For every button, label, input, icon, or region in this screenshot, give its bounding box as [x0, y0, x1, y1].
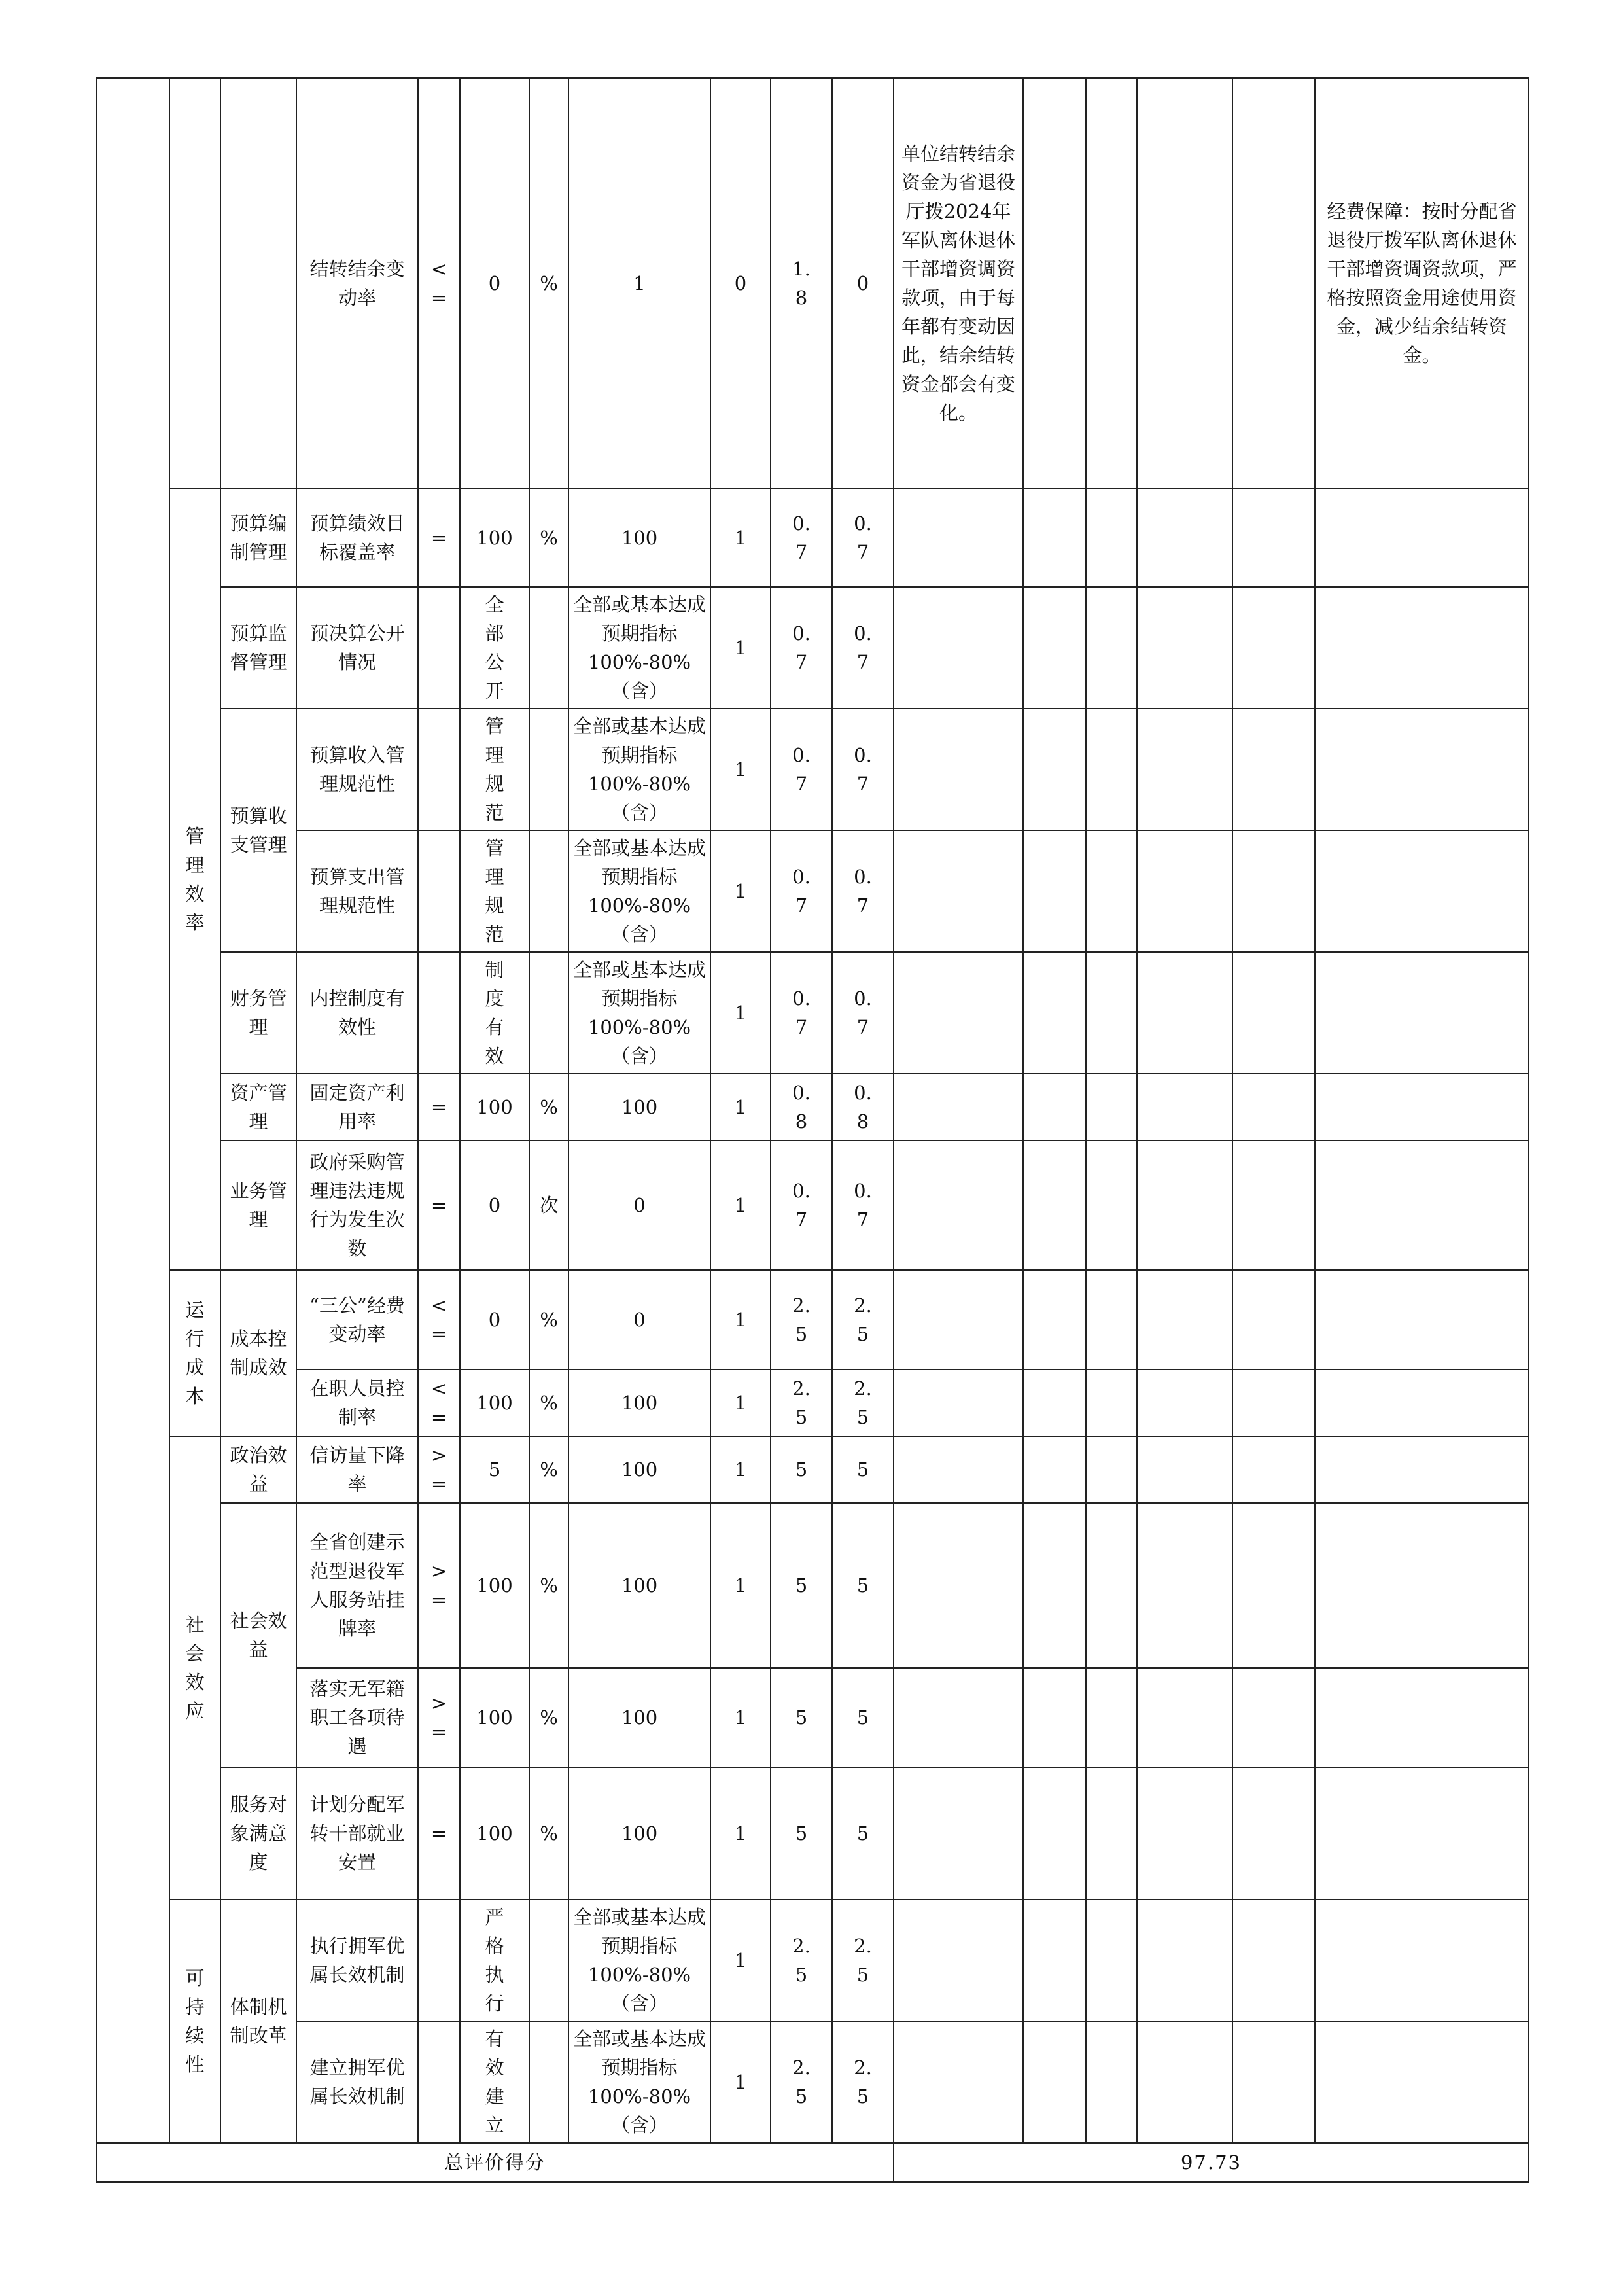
table-row: [96, 830, 1529, 952]
table-row: [96, 1767, 1529, 1899]
table-row: [96, 709, 1529, 830]
empty-cell: [1232, 1767, 1315, 1899]
unit-cell: 次: [529, 1140, 568, 1270]
level3-category-cell: 政治效益: [220, 1436, 296, 1503]
unit-cell: %: [529, 1369, 568, 1436]
unit-cell: [529, 709, 568, 830]
empty-cell: [1086, 1270, 1137, 1369]
weight-cell: 1: [710, 1270, 771, 1369]
unit-cell: [529, 830, 568, 952]
actual-value: 全部或基本达成预期指标100%-80%（含）: [568, 830, 710, 952]
actual-value: 100: [568, 1767, 710, 1899]
score-cell: 5: [832, 1668, 894, 1767]
table-row: [96, 1436, 1529, 1503]
empty-cell: [1023, 78, 1086, 489]
actual-value: 全部或基本达成预期指标100%-80%（含）: [568, 709, 710, 830]
unit-cell: %: [529, 1074, 568, 1140]
empty-cell: [1137, 1270, 1232, 1369]
empty-cell: [1086, 830, 1137, 952]
empty-cell: [1023, 830, 1086, 952]
empty-cell: [1086, 1767, 1137, 1899]
self-score-cell: 0.7: [771, 952, 832, 1074]
empty-cell: [1137, 1767, 1232, 1899]
unit-cell: %: [529, 1767, 568, 1899]
target-value: 5: [460, 1436, 529, 1503]
unit-cell: %: [529, 78, 568, 489]
empty-cell: [1137, 952, 1232, 1074]
target-value: 0: [460, 1270, 529, 1369]
empty-cell: [1232, 1503, 1315, 1668]
empty-cell: [1315, 830, 1529, 952]
self-score-cell: 2.5: [771, 1369, 832, 1436]
unit-cell: %: [529, 1668, 568, 1767]
target-value: 0: [460, 78, 529, 489]
target-value: 严格执行: [460, 1899, 529, 2021]
self-score-cell: 0.7: [771, 709, 832, 830]
target-value: 100: [460, 1668, 529, 1767]
indicator-name: 预决算公开情况: [296, 587, 418, 709]
empty-cell: [1086, 78, 1137, 489]
total-score-value: 97.73: [894, 2143, 1529, 2182]
total-row: [96, 2143, 1529, 2182]
empty-cell: [1086, 952, 1137, 1074]
empty-cell: [1232, 1668, 1315, 1767]
weight-cell: 1: [710, 830, 771, 952]
empty-cell: [894, 1899, 1023, 2021]
operator-cell: [418, 830, 460, 952]
empty-cell: [894, 952, 1023, 1074]
score-cell: 5: [832, 1767, 894, 1899]
empty-cell: [894, 1140, 1023, 1270]
empty-cell: [1086, 489, 1137, 587]
target-value: 100: [460, 1074, 529, 1140]
empty-cell: [1086, 587, 1137, 709]
actual-value: 0: [568, 1140, 710, 1270]
weight-cell: 1: [710, 1074, 771, 1140]
actual-value: 100: [568, 1503, 710, 1668]
operator-cell: =: [418, 1140, 460, 1270]
level2-category-cell: 管理效率: [169, 489, 220, 1270]
actual-value: 100: [568, 1074, 710, 1140]
empty-cell: [1137, 1074, 1232, 1140]
empty-cell: [894, 1270, 1023, 1369]
level2-category-cell: 运行成本: [169, 1270, 220, 1436]
level3-category-cell: 预算编制管理: [220, 489, 296, 587]
empty-cell: [1023, 709, 1086, 830]
target-value: 管理规范: [460, 709, 529, 830]
target-value: 制度有效: [460, 952, 529, 1074]
level3-category-cell: 社会效益: [220, 1503, 296, 1767]
empty-cell: [1315, 709, 1529, 830]
indicator-name: 预算支出管理规范性: [296, 830, 418, 952]
score-cell: 0.7: [832, 1140, 894, 1270]
operator-cell: >=: [418, 1503, 460, 1668]
actual-value: 全部或基本达成预期指标100%-80%（含）: [568, 587, 710, 709]
level2-category-cell: 社会效应: [169, 1436, 220, 1899]
self-score-cell: 5: [771, 1503, 832, 1668]
empty-cell: [1086, 2021, 1137, 2143]
indicator-name: 计划分配军转干部就业安置: [296, 1767, 418, 1899]
unit-cell: [529, 952, 568, 1074]
self-score-cell: 1.8: [771, 78, 832, 489]
evaluation-table: [96, 77, 1529, 2183]
score-cell: 2.5: [832, 1369, 894, 1436]
empty-cell: [1137, 830, 1232, 952]
level2-category-cell: [169, 78, 220, 489]
empty-cell: [1137, 1503, 1232, 1668]
indicator-name: 全省创建示范型退役军人服务站挂牌率: [296, 1503, 418, 1668]
empty-cell: [1086, 1899, 1137, 2021]
self-score-cell: 5: [771, 1668, 832, 1767]
weight-cell: 1: [710, 1140, 771, 1270]
score-cell: 2.5: [832, 1270, 894, 1369]
empty-cell: [1232, 1074, 1315, 1140]
empty-cell: [1023, 952, 1086, 1074]
empty-cell: [1315, 1369, 1529, 1436]
self-score-cell: 0.7: [771, 830, 832, 952]
empty-cell: [894, 709, 1023, 830]
empty-cell: [1137, 489, 1232, 587]
empty-cell: [894, 587, 1023, 709]
empty-cell: [1315, 1074, 1529, 1140]
actual-value: 100: [568, 1436, 710, 1503]
score-cell: 0: [832, 78, 894, 489]
score-cell: 0.8: [832, 1074, 894, 1140]
unit-cell: %: [529, 489, 568, 587]
table-row: [96, 78, 1529, 489]
self-score-cell: 5: [771, 1767, 832, 1899]
empty-cell: [894, 830, 1023, 952]
unit-cell: [529, 2021, 568, 2143]
empty-cell: [1232, 1140, 1315, 1270]
indicator-name: 在职人员控制率: [296, 1369, 418, 1436]
unit-cell: %: [529, 1436, 568, 1503]
score-cell: 5: [832, 1436, 894, 1503]
empty-cell: [1086, 1503, 1137, 1668]
indicator-name: 政府采购管理违法违规行为发生次数: [296, 1140, 418, 1270]
empty-cell: [1315, 587, 1529, 709]
actual-value: 全部或基本达成预期指标100%-80%（含）: [568, 1899, 710, 2021]
score-cell: 2.5: [832, 2021, 894, 2143]
target-value: 管理规范: [460, 830, 529, 952]
actual-value: 100: [568, 1369, 710, 1436]
table-row: [96, 1270, 1529, 1369]
empty-cell: [1232, 78, 1315, 489]
weight-cell: 1: [710, 709, 771, 830]
self-score-cell: 2.5: [771, 1270, 832, 1369]
empty-cell: [1137, 1436, 1232, 1503]
score-cell: 2.5: [832, 1899, 894, 2021]
target-value: 0: [460, 1140, 529, 1270]
actual-value: 全部或基本达成预期指标100%-80%（含）: [568, 952, 710, 1074]
score-cell: 0.7: [832, 489, 894, 587]
operator-cell: >=: [418, 1436, 460, 1503]
empty-cell: [1232, 587, 1315, 709]
target-value: 100: [460, 1503, 529, 1668]
operator-cell: =: [418, 1767, 460, 1899]
empty-cell: [894, 1668, 1023, 1767]
empty-cell: [1315, 952, 1529, 1074]
target-value: 100: [460, 1767, 529, 1899]
weight-cell: 1: [710, 1899, 771, 2021]
indicator-name: 建立拥军优属长效机制: [296, 2021, 418, 2143]
weight-cell: 1: [710, 1503, 771, 1668]
empty-cell: [1137, 1369, 1232, 1436]
empty-cell: [1315, 1140, 1529, 1270]
indicator-name: 落实无军籍职工各项待遇: [296, 1668, 418, 1767]
empty-cell: [1137, 709, 1232, 830]
empty-cell: [1086, 709, 1137, 830]
weight-cell: 1: [710, 1436, 771, 1503]
empty-cell: [1023, 1369, 1086, 1436]
empty-cell: [1023, 1074, 1086, 1140]
table-row: [96, 1369, 1529, 1436]
empty-cell: [1232, 1899, 1315, 2021]
empty-cell: [1315, 1899, 1529, 2021]
level3-category-cell: 成本控制成效: [220, 1270, 296, 1436]
level3-category-cell: 预算收支管理: [220, 709, 296, 952]
empty-cell: [1232, 2021, 1315, 2143]
deviation-reason: 单位结转结余资金为省退役厅拨2024年军队离休退休干部增资调资款项，由于每年都有变动因此，结余结转资金都会有变化。: [894, 78, 1023, 489]
weight-cell: 1: [710, 1668, 771, 1767]
empty-cell: [1232, 709, 1315, 830]
table-row: [96, 489, 1529, 587]
empty-cell: [1137, 587, 1232, 709]
indicator-name: “三公”经费变动率: [296, 1270, 418, 1369]
weight-cell: 1: [710, 2021, 771, 2143]
empty-cell: [1137, 1140, 1232, 1270]
level3-category-cell: 财务管理: [220, 952, 296, 1074]
table-row: [96, 587, 1529, 709]
empty-cell: [1232, 1270, 1315, 1369]
empty-cell: [1086, 1369, 1137, 1436]
empty-cell: [894, 2021, 1023, 2143]
score-cell: 0.7: [832, 709, 894, 830]
empty-cell: [1232, 489, 1315, 587]
operator-cell: >=: [418, 1668, 460, 1767]
self-score-cell: 0.7: [771, 587, 832, 709]
unit-cell: %: [529, 1503, 568, 1668]
empty-cell: [1023, 489, 1086, 587]
weight-cell: 1: [710, 952, 771, 1074]
operator-cell: =: [418, 1074, 460, 1140]
actual-value: 0: [568, 1270, 710, 1369]
empty-cell: [1023, 1767, 1086, 1899]
self-score-cell: 2.5: [771, 1899, 832, 2021]
operator-cell: [418, 2021, 460, 2143]
empty-cell: [1232, 1436, 1315, 1503]
actual-value: 100: [568, 489, 710, 587]
empty-cell: [1086, 1436, 1137, 1503]
empty-cell: [894, 1436, 1023, 1503]
actual-value: 100: [568, 1668, 710, 1767]
level3-category-cell: [220, 78, 296, 489]
total-score-label: 总评价得分: [96, 2143, 894, 2182]
self-score-cell: 5: [771, 1436, 832, 1503]
self-score-cell: 0.8: [771, 1074, 832, 1140]
empty-cell: [1023, 1270, 1086, 1369]
table-row: [96, 1140, 1529, 1270]
empty-cell: [1315, 1668, 1529, 1767]
empty-cell: [894, 1767, 1023, 1899]
weight-cell: 1: [710, 587, 771, 709]
operator-cell: =: [418, 489, 460, 587]
self-score-cell: 0.7: [771, 1140, 832, 1270]
operator-cell: <=: [418, 1369, 460, 1436]
empty-cell: [1023, 2021, 1086, 2143]
empty-cell: [1023, 1503, 1086, 1668]
empty-cell: [1086, 1140, 1137, 1270]
empty-cell: [1232, 1369, 1315, 1436]
indicator-name: 固定资产利用率: [296, 1074, 418, 1140]
empty-cell: [894, 489, 1023, 587]
empty-cell: [1315, 489, 1529, 587]
weight-cell: 0: [710, 78, 771, 489]
actual-value: 全部或基本达成预期指标100%-80%（含）: [568, 2021, 710, 2143]
level3-category-cell: 服务对象满意度: [220, 1767, 296, 1899]
table-row: [96, 2021, 1529, 2143]
unit-cell: [529, 1899, 568, 2021]
empty-cell: [1232, 952, 1315, 1074]
actual-value: 1: [568, 78, 710, 489]
self-score-cell: 0.7: [771, 489, 832, 587]
level3-category-cell: 资产管理: [220, 1074, 296, 1140]
target-value: 100: [460, 1369, 529, 1436]
operator-cell: <=: [418, 78, 460, 489]
improvement-measure: 经费保障：按时分配省退役厅拨军队离休退休干部增资调资款项，严格按照资金用途使用资金，减少结余结转资金。: [1315, 78, 1529, 489]
score-cell: 5: [832, 1503, 894, 1668]
unit-cell: [529, 587, 568, 709]
operator-cell: [418, 1899, 460, 2021]
empty-cell: [1232, 830, 1315, 952]
operator-cell: [418, 952, 460, 1074]
empty-cell: [1137, 1668, 1232, 1767]
empty-cell: [1086, 1074, 1137, 1140]
operator-cell: <=: [418, 1270, 460, 1369]
level2-category-cell: 可持续性: [169, 1899, 220, 2143]
level1-category-cell: [96, 78, 169, 2143]
target-value: 100: [460, 489, 529, 587]
indicator-name: 执行拥军优属长效机制: [296, 1899, 418, 2021]
empty-cell: [894, 1074, 1023, 1140]
level3-category-cell: 体制机制改革: [220, 1899, 296, 2143]
empty-cell: [1315, 2021, 1529, 2143]
indicator-name: 结转结余变动率: [296, 78, 418, 489]
empty-cell: [1023, 1668, 1086, 1767]
level3-category-cell: 预算监督管理: [220, 587, 296, 709]
table-row: [96, 1668, 1529, 1767]
table-row: [96, 1074, 1529, 1140]
unit-cell: %: [529, 1270, 568, 1369]
target-value: 全部公开: [460, 587, 529, 709]
score-cell: 0.7: [832, 952, 894, 1074]
weight-cell: 1: [710, 1369, 771, 1436]
empty-cell: [1023, 587, 1086, 709]
empty-cell: [1023, 1436, 1086, 1503]
empty-cell: [1086, 1668, 1137, 1767]
empty-cell: [1137, 1899, 1232, 2021]
weight-cell: 1: [710, 1767, 771, 1899]
score-cell: 0.7: [832, 587, 894, 709]
empty-cell: [1137, 2021, 1232, 2143]
empty-cell: [1023, 1899, 1086, 2021]
empty-cell: [1315, 1436, 1529, 1503]
empty-cell: [1315, 1767, 1529, 1899]
operator-cell: [418, 587, 460, 709]
empty-cell: [1023, 1140, 1086, 1270]
indicator-name: 预算收入管理规范性: [296, 709, 418, 830]
indicator-name: 预算绩效目标覆盖率: [296, 489, 418, 587]
empty-cell: [1137, 78, 1232, 489]
level3-category-cell: 业务管理: [220, 1140, 296, 1270]
empty-cell: [894, 1369, 1023, 1436]
weight-cell: 1: [710, 489, 771, 587]
empty-cell: [1315, 1503, 1529, 1668]
table-row: [96, 1503, 1529, 1668]
table-row: [96, 952, 1529, 1074]
indicator-name: 信访量下降率: [296, 1436, 418, 1503]
operator-cell: [418, 709, 460, 830]
table-row: [96, 1899, 1529, 2021]
target-value: 有效建立: [460, 2021, 529, 2143]
self-score-cell: 2.5: [771, 2021, 832, 2143]
empty-cell: [894, 1503, 1023, 1668]
indicator-name: 内控制度有效性: [296, 952, 418, 1074]
score-cell: 0.7: [832, 830, 894, 952]
empty-cell: [1315, 1270, 1529, 1369]
